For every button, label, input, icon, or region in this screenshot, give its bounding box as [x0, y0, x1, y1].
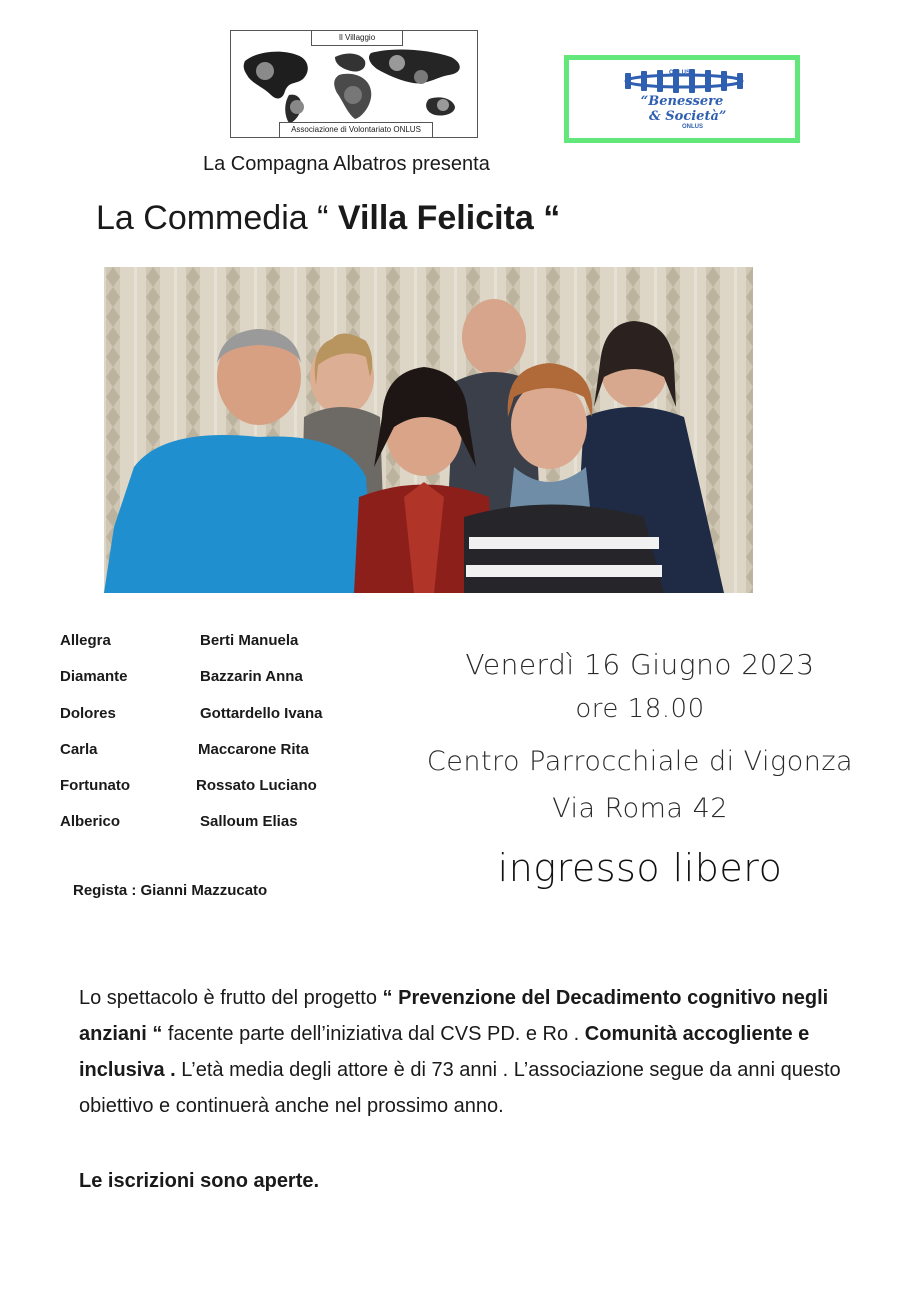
logo-onlus-top: ONLUS: [669, 70, 690, 76]
cast-actor: Bazzarin Anna: [200, 668, 303, 685]
logo-bottom-label: Associazione di Volontariato ONLUS: [279, 122, 433, 137]
cast-actor: Berti Manuela: [200, 632, 299, 649]
logo-top-label: Il Villaggio: [311, 31, 403, 46]
benessere-societa-logo: [564, 55, 800, 143]
logo-line1: “Benessere: [640, 94, 724, 109]
free-entry-label: ingresso libero: [497, 846, 783, 890]
title-prefix: La Commedia “: [96, 199, 338, 237]
cast-actor: Salloum Elias: [200, 813, 298, 830]
il-villaggio-logo: [230, 30, 478, 138]
desc-project-name: “ Prevenzione del Decadimento cognitivo negli anziani “: [79, 987, 829, 1045]
logo-onlus-bottom: ONLUS: [682, 124, 703, 130]
cast-role: Dolores: [60, 705, 116, 722]
description-paragraph: [79, 980, 849, 1124]
world-map-icon: [237, 43, 473, 125]
cast-role: Carla: [60, 741, 98, 758]
registrations-open: Le iscrizioni sono aperte.: [79, 1170, 320, 1192]
cast-actor: Gottardello Ivana: [200, 705, 323, 722]
cast-actor: Rossato Luciano: [196, 777, 317, 794]
desc-text-3: L’età media degli attore è di 73 anni . L’associazione segue da anni questo obiettivo e continuerà anche nel prossimo anno.: [79, 1059, 841, 1117]
logo-line2: & Società”: [649, 109, 727, 124]
desc-text-1: Lo spettacolo è frutto del progetto: [79, 987, 383, 1009]
cast-photo: [104, 267, 753, 593]
title-name: Villa Felicita “: [337, 199, 561, 237]
event-time: ore 18.00: [575, 694, 705, 724]
desc-text-2: facente parte dell’iniziativa dal CVS PD. e Ro .: [162, 1023, 585, 1045]
cast-role: Allegra: [60, 632, 111, 649]
play-title: [96, 199, 560, 238]
director-credit: Regista : Gianni Mazzucato: [73, 882, 268, 899]
cast-role: Fortunato: [60, 777, 130, 794]
cast-role: Diamante: [60, 668, 128, 685]
cast-actor: Maccarone Rita: [198, 741, 309, 758]
event-venue: Centro Parrocchiale di Vigonza: [426, 746, 854, 777]
event-date: Venerdì 16 Giugno 2023: [465, 648, 815, 681]
desc-initiative-name: Comunità accogliente e inclusiva .: [79, 1023, 810, 1081]
presenter-line: La Compagna Albatros presenta: [203, 153, 490, 175]
cast-role: Alberico: [60, 813, 121, 830]
event-street: Via Roma 42: [552, 793, 728, 824]
